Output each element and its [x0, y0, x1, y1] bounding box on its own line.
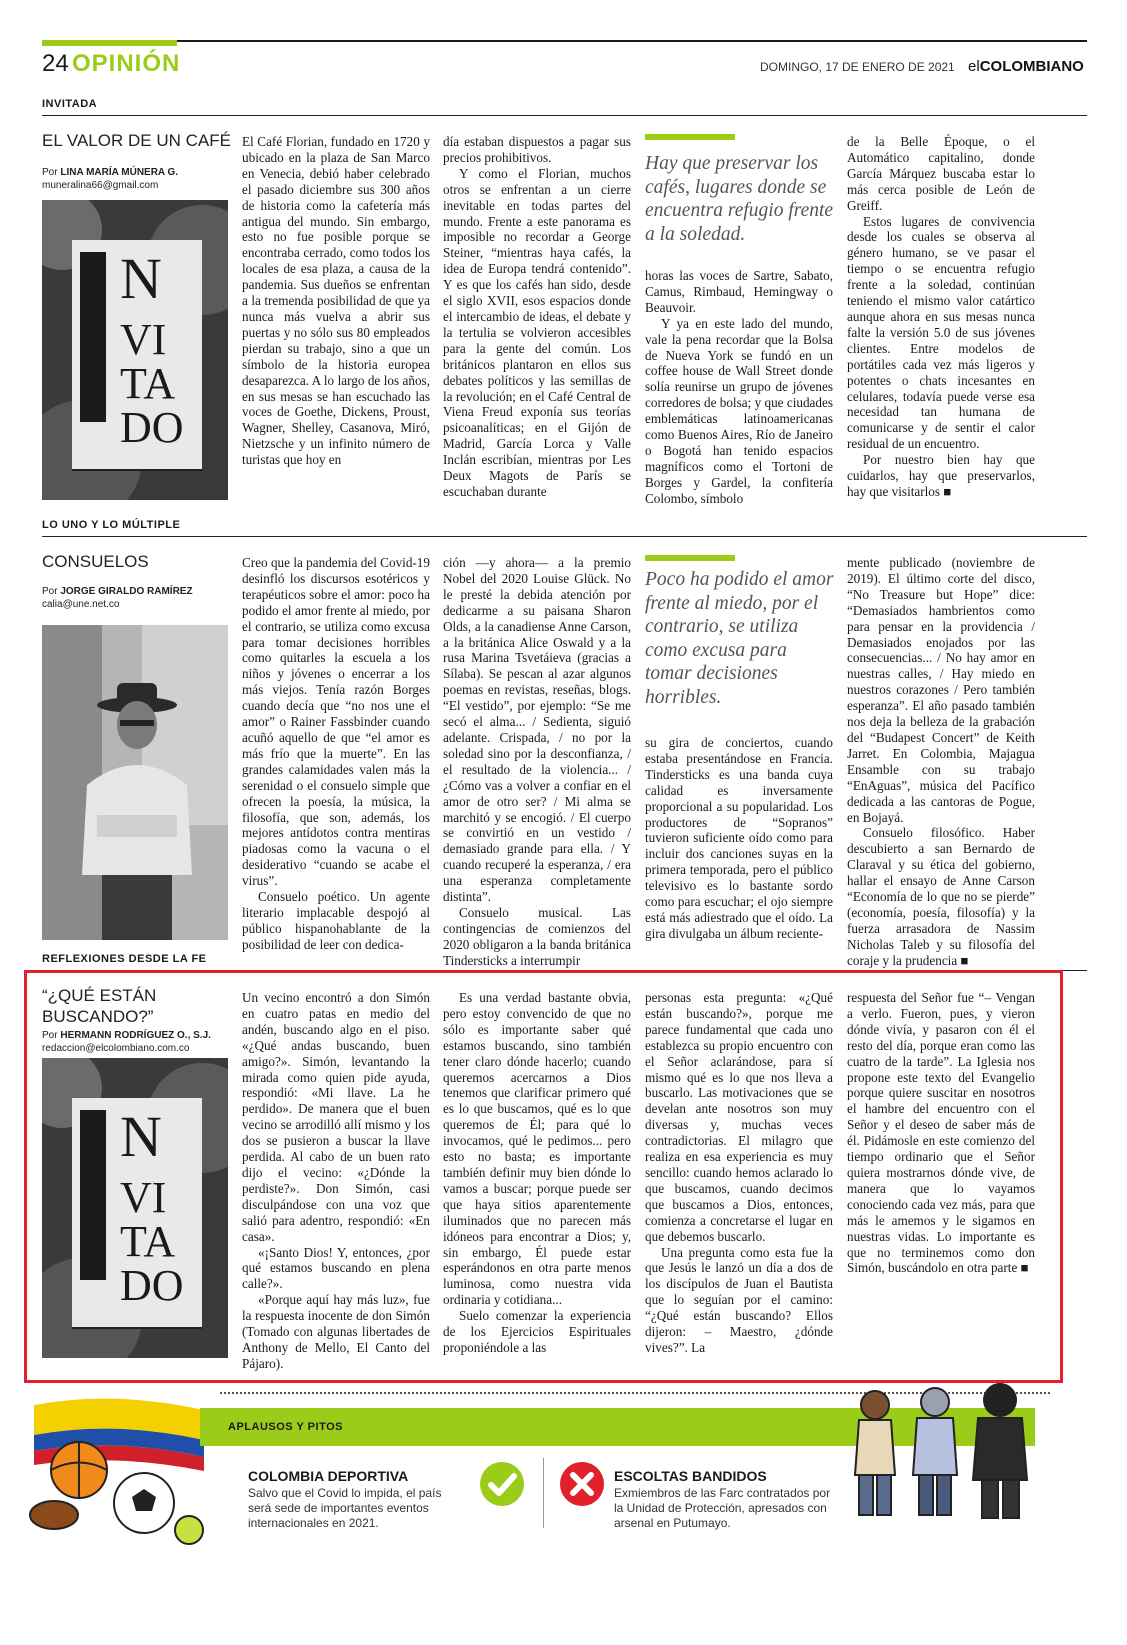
author-email: redaccion@elcolombiano.com.co [42, 1043, 190, 1054]
invitado-syllable: DO [120, 403, 184, 452]
invitado-syllables [120, 1173, 184, 1310]
byline-prefix: Por [42, 167, 58, 178]
article2-column-3 [645, 735, 833, 942]
article3-byline [42, 1029, 237, 1055]
author-name: JORGE GIRALDO RAMÍREZ [60, 586, 193, 597]
paragraph: El Café Florian, fundado en 1720 y ubicado en la plaza de San Marco en Venecia, debió haber celebrado el pasado diciembre sus 300 años de historia como la cafetería más antigua del mundo. Sin embargo, esto no fue posible porque se encontraba cerrado, como todos los locales de esa plaza, a causa de la pandemia. Sus dueños se enfrentan a la tremenda posibilidad de que ya nunca más vuelva a abrir sus puertas y no sólo sus 80 empleados pierdan su trabajo, sino a que un símbolo de la historia europea desaparezca. A lo largo de los años, en sus mesas se han escuchado las voces de Goethe, Dickens, Proust, Wagner, Shelley, Casanova, Miró, Nietzsche y un infinito número de turistas que hoy en [242, 134, 430, 468]
section-title: OPINIÓN [72, 50, 181, 77]
article3-kicker: REFLEXIONES DESDE LA FE [42, 953, 207, 965]
article3-column-2 [443, 990, 631, 1356]
pull-quote-bar [645, 134, 735, 140]
byline-prefix: Por [42, 1030, 58, 1041]
invitado-syllable: DO [120, 1261, 184, 1310]
brand-prefix: el [968, 58, 980, 75]
page-number: 24 [42, 50, 69, 77]
paragraph: «¡Santo Dios! Y, entonces, ¿por qué estamos buscando en plena calle?». [242, 1244, 430, 1292]
paragraph: su gira de conciertos, cuando estaba presentándose en Francia. Tindersticks es una banda cuya calidad es inversamente proporcional a su popularidad. Los productores de “Sopranos” tuvieron suficiente oído como para incluir dos canciones suyas en la primera temporada, pero el público televisivo es lo bastante sordo como para escuchar; el ojo siempre está más adiestrado que el oído. La gira divulgaba un álbum reciente- [645, 735, 833, 941]
paragraph: «Porque aquí hay más luz», fue la respuesta inocente de don Simón (Tomado con algunas libertades de Anthony de Mello, El Canto del Pájaro). [242, 1292, 430, 1371]
paragraph: Consuelo filosófico. Haber descubierto a san Bernardo de Claraval y su ética del gobierno, hallar el ensayo de Anne Carson “Economía de lo que no se pierde” (economía, poesía, filosofía) y la fuerza arrasadora de Nassim Nicholas Taleb y su filosofía del coraje y la prudencia ■ [847, 825, 1035, 968]
article2-column-4 [847, 555, 1035, 969]
applause-bad-text: Exmiembros de las Farc contratados por la Unidad de Protección, apresados con arsenal en Putumayo. [614, 1486, 831, 1530]
paragraph: mente publicado (noviembre de 2019). El último corte del disco, “No Treasure but Hope” dice: “Demasiados hambrientos como para pensar en la providencia / Demasiados enojados por las consecuencias... / No hay amor en nuestras calles, / Hay miedo en nuestros corazones / Pero también esperanza”. El año pasado también nos deja la belleza de la grabación del “Budapest Concert” de Keith Jarret. En Colombia, Majagua Ensamble con su trabajo “EnAguas”, música del Pacífico dedicada a las cantoras de Pogue, en Bojayá. [847, 555, 1035, 825]
article1-column-2 [443, 134, 631, 500]
article1-rule [42, 115, 1087, 116]
paragraph: Estos lugares de convivencia desde los cuales se observa al género humano, se ve pasar el tiempo o se encuentra refugio frente a la soledad, continúan teniendo el mismo valor catártico aunque ahora en sus mesas nunca falte la versión 5.0 de sus jóvenes clientes. Entre modelos de portátiles cada vez más ligeros y potentes o chats incesantes en celulares, todavía puede verse esa necesidad tan humana de comunicarse y de sentir el calor residual de un encuentro. [847, 213, 1035, 452]
paragraph: Por nuestro bien hay que cuidarlos, hay que preservarlos, hay que visitarlos ■ [847, 452, 1035, 499]
sports-balls-illustration [24, 1385, 204, 1565]
article2-headline: CONSUELOS [42, 552, 149, 571]
paragraph: respuesta del Señor fue “– Vengan a verlo. Fueron, pues, y vieron dónde vivía, y pasaron con él el resto del día, porque eran como las cuatro de la tarde”. La Iglesia nos propone este texto del Evangelio porque quiere suscitar en nosotros el hambre del encuentro con el Señor y el deseo de saber más de él. Pidámosle en este comienzo del tiempo ordinario que el Señor quiera mostrarnos dónde vive, de manera que lo vayamos conociendo cada vez más, para que más le amemos y le sigamos en nuestras vidas. Lo importante es que no terminemos como don Simón, buscándolo en otra parte ■ [847, 990, 1035, 1276]
article2-byline [42, 585, 237, 611]
article2-rule [42, 536, 1087, 537]
article3-headline: “¿QUÉ ESTÁN BUSCANDO?” [42, 986, 157, 1026]
paragraph: Creo que la pandemia del Covid-19 desinfló los discursos esotéricos y terapéuticos sobre el amor: poco ha podido el amor frente al miedo, por el contrario, se utiliza como excusa para tomar decisiones horribles como quitarles la escuela a los niños y jóvenes o encerrar a los más viejos. Tenía razón Borges cuando decía que “no nos une el amor” o Rainer Fassbinder cuando acuñó aquello de que “el amor es más frío que la muerte”. En las grandes calamidades valen más la serenidad o el consuelo simple que ofrecen la poesía, la música, la filosofía, que son, además, los mejores antídotos contra mentiras piadosas como la vacuna o el desiderativo “cuando se acabe el virus”. [242, 555, 430, 889]
issue-date: DOMINGO, 17 DE ENERO DE 2021 [760, 60, 955, 74]
article1-headline: EL VALOR DE UN CAFÉ [42, 131, 231, 150]
invitado-syllables [120, 315, 184, 452]
invitado-syllable: VI [120, 315, 167, 364]
people-illustration [845, 1380, 1045, 1530]
invitado-syllable: VI [120, 1173, 167, 1222]
invitado-badge-image [42, 200, 228, 500]
paragraph: Consuelo poético. Un agente literario implacable despojó al público hispanohablante de la posibilidad de leer con dedica- [242, 889, 430, 952]
section-accent-bar [42, 40, 177, 46]
pull-quote-bar [645, 555, 735, 561]
applause-good-text: Salvo que el Covid lo impida, el país será sede de importantes eventos internacionales en 2021. [248, 1486, 442, 1530]
applause-kicker: APLAUSOS Y PITOS [228, 1421, 343, 1433]
article1-byline [42, 166, 237, 192]
author-name: LINA MARÍA MÚNERA G. [60, 167, 179, 178]
author-photo [42, 625, 228, 940]
brand-name: COLOMBIANO [979, 58, 1084, 75]
invitado-letters [120, 1104, 162, 1169]
check-icon [478, 1460, 526, 1508]
invitado-letter: N [120, 1104, 162, 1169]
paragraph: horas las voces de Sartre, Sabato, Camus, Rimbaud, Hemingway o Beauvoir. [645, 268, 833, 315]
invitado-letters [120, 246, 162, 311]
paragraph: Es una verdad bastante obvia, pero estoy convencido de que no sólo es importante saber qué estamos buscando, sino también tener claro dónde hacerlo; cuando queremos acercarnos a Dios tenemos que clarificar primero qué es lo que buscamos, qué es lo que queremos de Él; para qué lo invocamos, qué le pedimos... pero esto no basta; es importante también definir muy bien dónde lo vamos a buscar; porque puede ser que haya sitios aparentemente iluminados que no parecen más idóneos para encontrar a Dios; y, sin embargo, Él puede estar esperándonos en otra parte menos luminosa, como nuestra vida ordinaria y cotidiana... [443, 990, 631, 1308]
header-rule [42, 40, 1087, 42]
article3-column-3 [645, 990, 833, 1356]
brand-logo [968, 58, 1084, 75]
author-name: HERMANN RODRÍGUEZ O., S.J. [60, 1030, 211, 1041]
invitado-badge-image [42, 1058, 228, 1358]
paragraph: Y como el Florian, muchos otros se enfrentan a un cierre inevitable en todas partes del mundo. Frente a este panorama es imposible no recordar a George Steiner, “mientras haya cafés, la idea de Europa tendrá contenido”. Y es que los cafés han sido, desde el siglo XVII, esos espacios donde el intercambio de ideas, el debate y la tertulia se volvieron accesibles para la gente del común. Los británicos plantaron en ellos sus debates políticos y las semillas de la revolución; en el Café Central de Viena Freud exponía sus teorías psicoanalíticas; en el Gijón de Madrid, García Lorca y Valle Inclán escribían, mientras por Les Deux Magots de París se escuchaban durante [443, 165, 631, 499]
invitado-letter: N [120, 246, 162, 311]
paragraph: Un vecino encontró a don Simón en cuatro patas en medio del andén, buscando algo en el piso. «¿Qué andas buscando, buen amigo?». Simón, levantando la mirada como quien pide ayuda, respondió: «Mi llave. La he perdido». De manera que el buen vecino se arrodilló allí mismo y los dos se pusieron a buscar la llave perdida. Al cabo de un buen rato dijo el vecino: «¿Dónde la perdiste?». Don Simón, casi disculpándose con una voz que salió para adentro, respondió: «En casa». [242, 990, 430, 1244]
applause-bad-title: ESCOLTAS BANDIDOS [614, 1468, 767, 1484]
author-email: muneralina66@gmail.com [42, 180, 159, 191]
paragraph: Y ya en este lado del mundo, vale la pena recordar que la Bolsa de Nueva York se fundó en un coffee house de Wall Street donde solía reunirse un grupo de jóvenes corredores de bolsa; y que ciudades emblemáticas latinoamericanas como Buenos Aires, Río de Janeiro o Bogotá han tenido espacios magníficos como el Tortoni de Borges y Gardel, la confitería Colombo, símbolo [645, 315, 833, 506]
paragraph: Suelo comenzar la experiencia de los Ejercicios Espirituales proponiéndole a las [443, 1308, 631, 1355]
paragraph: de la Belle Époque, o el Automático capitalino, donde García Márquez buscaba estar lo más cerca posible de León de Greiff. [847, 134, 1035, 213]
x-mark-icon [558, 1460, 606, 1508]
paragraph: Consuelo musical. Las contingencias de comienzos del 2020 obligaron a la banda británica Tindersticks a interrumpir [443, 904, 631, 968]
paragraph: personas esta pregunta: «¿Qué están buscando?», porque me parece fundamental que cada uno establezca su propio encuentro con el Señor aclarándose, para sí mismo qué es lo que nos lleva a buscarlo. Las motivaciones que se develan ante nosotros son muy diversas y, muchas veces contradictorias. El milagro que realiza en esa experiencia es muy sencillo: cuando hemos aclarado lo que buscamos, cuando decimos que buscamos a Dios, entonces, comienza a concretarse el lugar en que debemos buscarlo. [645, 990, 833, 1244]
author-photo-graphic [42, 625, 228, 940]
article1-kicker: INVITADA [42, 98, 98, 110]
paragraph: ción —y ahora— a la premio Nobel del 2020 Louise Glück. No le presté la debida atención por dedicarme a su paisana Sharon Olds, a la canadiense Anne Carson, a la británica Alice Oswald y a la rusa Marina Tsvetáieva (gracias a Sílaba). Se pescan al azar algunos poemas en revistas, reseñas, blogs. “El vestido”, por ejemplo: “Se me secó el alma... / Sedienta, siguió adelante. Crispada, / no por la soledad sino por la desconfianza, / el resultado de la violencia... / ¿Cómo vas a volver a confiar en el amor de otro ser? / Mi alma se marchitó y se encogió. / El cuerpo se convirtió en un vestido / demasiado grande para ella. / Y cuando recuperé la esperanza, / era una esperanza completamente distinta”. [443, 555, 631, 905]
article1-column-1 [242, 134, 430, 468]
paragraph: Una pregunta como esta fue la que Jesús le lanzó un día a dos de los discípulos de Juan el Bautista que lo seguían por el camino: “¿Qué están buscando? Ellos dijeron: – Maestro, ¿dónde vives?”. La [645, 1244, 833, 1355]
article2-column-1 [242, 555, 430, 953]
article2-kicker: LO UNO Y LO MÚLTIPLE [42, 519, 181, 531]
article1-column-4 [847, 134, 1035, 500]
article3-column-4 [847, 990, 1035, 1276]
applause-divider [543, 1458, 544, 1528]
article2-pull-quote: Poco ha podido el amor frente al miedo, por el contrario, se utiliza como excusa para tomar decisiones horribles. [645, 569, 834, 708]
article1-pull-quote: Hay que preservar los cafés, lugares donde se encuentra refugio frente a la soledad. [645, 153, 834, 245]
applause-good-title: COLOMBIA DEPORTIVA [248, 1468, 409, 1484]
author-email: calia@une.net.co [42, 599, 120, 610]
article2-column-2 [443, 555, 631, 969]
article3-column-1 [242, 990, 430, 1372]
invitado-syllable: TA [120, 359, 176, 408]
byline-prefix: Por [42, 586, 58, 597]
invitado-syllable: TA [120, 1217, 176, 1266]
paragraph: día estaban dispuestos a pagar sus precios prohibitivos. [443, 134, 631, 165]
article1-column-3 [645, 268, 833, 507]
